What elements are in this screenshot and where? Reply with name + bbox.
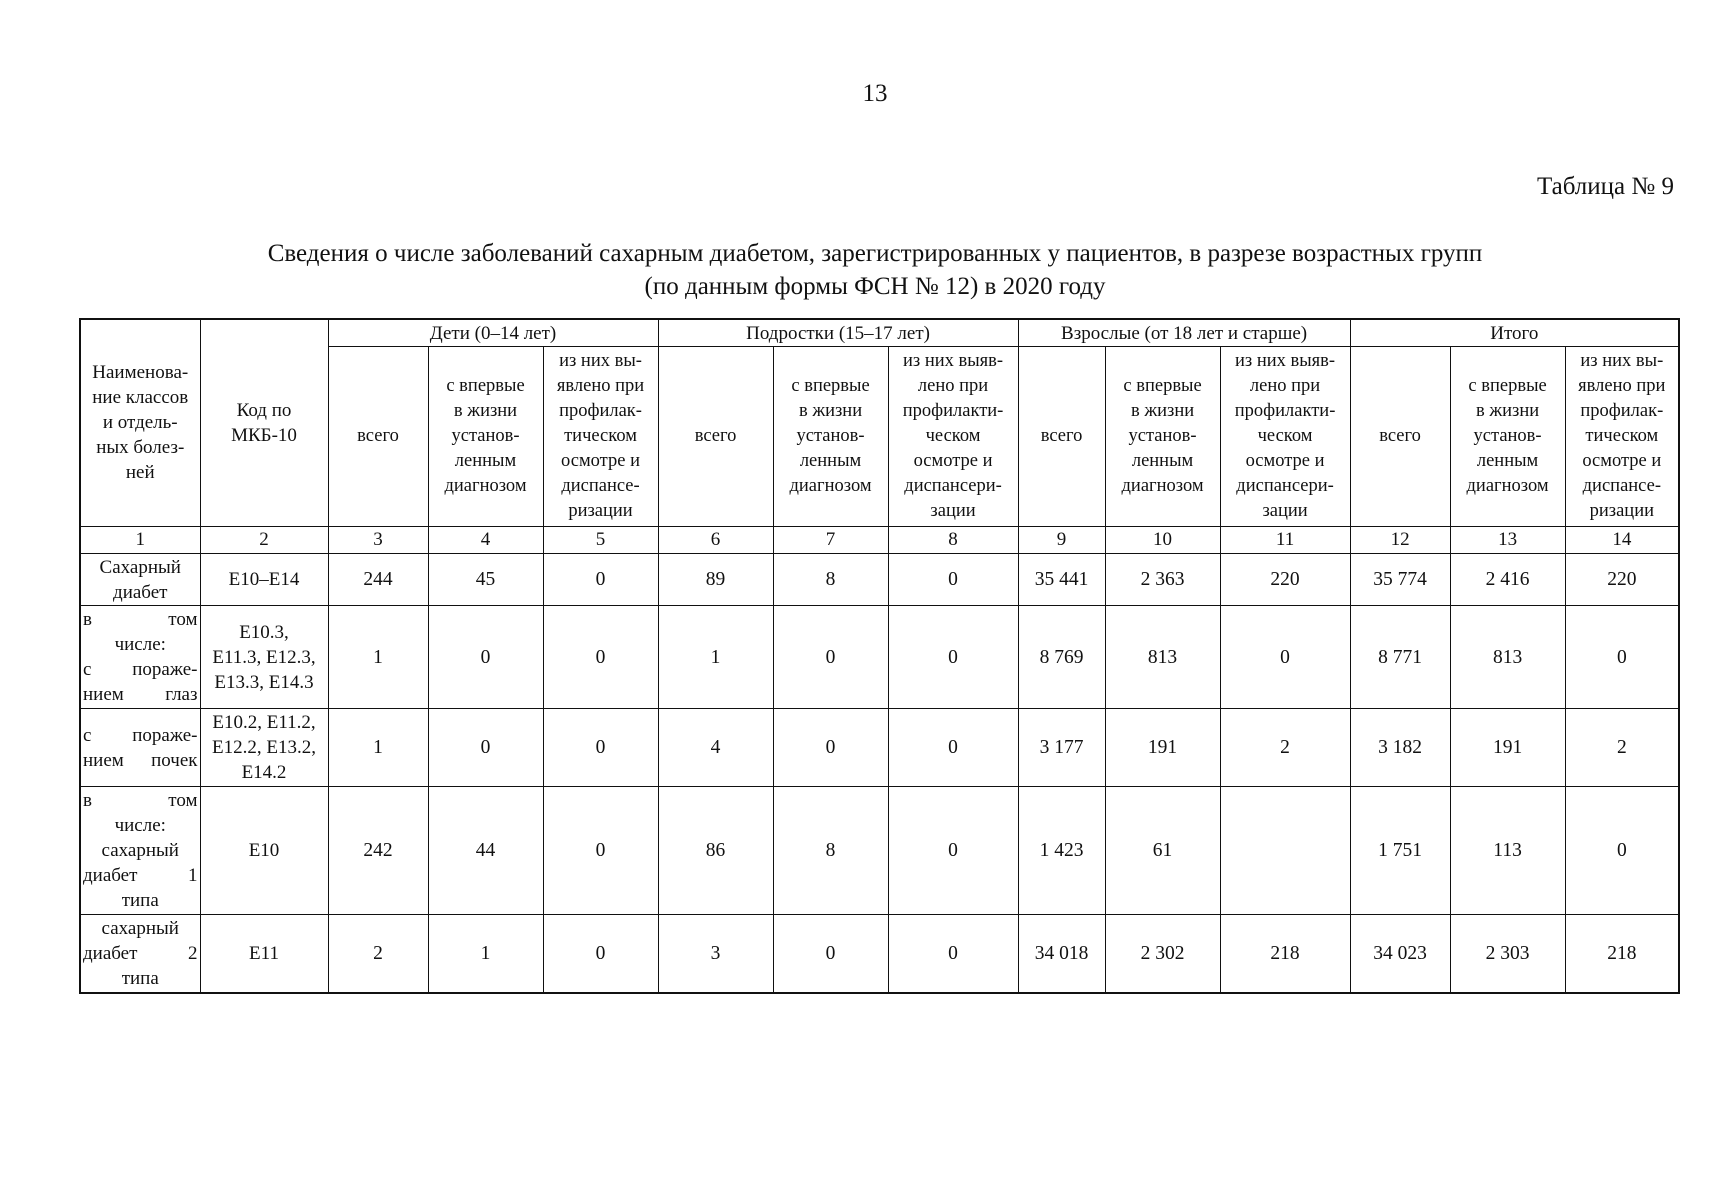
disease-name (80, 786, 200, 915)
cell-line: установ- (1473, 425, 1542, 446)
cell-line: диагнозом (1466, 475, 1549, 496)
value-cell: 813 (1105, 606, 1220, 709)
icd-code (200, 915, 328, 993)
column-number: 4 (428, 526, 543, 554)
cell-line: с впервые (791, 375, 870, 396)
value-cell: 220 (1565, 554, 1679, 606)
value-cell: 2 (1565, 709, 1679, 787)
value-cell: 1 (658, 606, 773, 709)
column-number: 5 (543, 526, 658, 554)
value-cell: 0 (543, 606, 658, 709)
value-cell: 61 (1105, 786, 1220, 915)
cell-line: E10–E14 (228, 569, 300, 591)
cell-line: E14.2 (241, 762, 287, 784)
column-number: 6 (658, 526, 773, 554)
cell-line: зации (930, 500, 976, 521)
value-cell: 191 (1450, 709, 1565, 787)
value-cell: 0 (543, 709, 658, 787)
header-found-at-checkup (1220, 347, 1350, 527)
value-cell: 0 (773, 606, 888, 709)
value-cell: 220 (1220, 554, 1350, 606)
header-found-at-checkup (1565, 347, 1679, 527)
cell-line: в том (83, 609, 198, 631)
header-group-2: Подростки (15–17 лет) (658, 319, 1018, 347)
cell-line: ных болез- (96, 437, 185, 459)
cell-line: Код по (236, 399, 292, 421)
value-cell: 0 (428, 606, 543, 709)
header-code-column (200, 319, 328, 526)
cell-line: с пораже- (83, 659, 198, 681)
value-cell: 35 441 (1018, 554, 1105, 606)
cell-line: ние классов (92, 387, 189, 409)
column-number: 10 (1105, 526, 1220, 554)
cell-line: тическом (1585, 425, 1659, 446)
cell-line: ческом (1257, 425, 1313, 446)
cell-line: E11 (249, 943, 279, 965)
value-cell: 2 363 (1105, 554, 1220, 606)
cell-line: сахарный (101, 840, 179, 862)
value-cell: 3 (658, 915, 773, 993)
value-cell: 8 (773, 786, 888, 915)
value-cell: 0 (428, 709, 543, 787)
cell-line: лено при (917, 375, 989, 396)
cell-line: диабет 2 (83, 943, 198, 965)
icd-code (200, 606, 328, 709)
value-cell: 0 (543, 554, 658, 606)
value-cell: 0 (543, 915, 658, 993)
cell-line: типа (121, 968, 159, 990)
table-title (100, 237, 1650, 303)
cell-line: в жизни (798, 400, 863, 421)
cell-line: профилак- (1580, 400, 1664, 421)
cell-line: Наименова- (92, 362, 189, 384)
value-cell: 45 (428, 554, 543, 606)
cell-line: с впервые (446, 375, 525, 396)
value-cell: 0 (888, 709, 1018, 787)
cell-line: диспансери- (904, 475, 1002, 496)
cell-line: с впервые (1123, 375, 1202, 396)
disease-name (80, 606, 200, 709)
cell-line: в жизни (1130, 400, 1195, 421)
header-first-diagnosed (1105, 347, 1220, 527)
cell-line: тическом (564, 425, 637, 446)
cell-line: из них вы- (1580, 350, 1664, 371)
header-found-at-checkup (543, 347, 658, 527)
value-cell: 2 302 (1105, 915, 1220, 993)
value-cell: 218 (1565, 915, 1679, 993)
value-cell: 3 182 (1350, 709, 1450, 787)
value-cell: 1 (428, 915, 543, 993)
disease-name (80, 709, 200, 787)
header-first-diagnosed (428, 347, 543, 527)
cell-line: профилак- (559, 400, 642, 421)
cell-line: ней (125, 462, 155, 484)
cell-line: диабет 1 (83, 865, 198, 887)
value-cell: 2 416 (1450, 554, 1565, 606)
header-first-diagnosed (1450, 347, 1565, 527)
value-cell: 8 769 (1018, 606, 1105, 709)
cell-line: из них вы- (559, 350, 642, 371)
column-number-row (80, 526, 1679, 554)
cell-line: с впервые (1468, 375, 1547, 396)
header-first-diagnosed (773, 347, 888, 527)
column-number: 1 (80, 526, 200, 554)
value-cell: 35 774 (1350, 554, 1450, 606)
table-title-line-2: (по данным формы ФСН № 12) в 2020 году (644, 273, 1106, 300)
value-cell: 8 771 (1350, 606, 1450, 709)
column-number: 8 (888, 526, 1018, 554)
value-cell: 0 (888, 554, 1018, 606)
column-number: 12 (1350, 526, 1450, 554)
cell-line: осмотре и (1245, 450, 1325, 471)
value-cell: 218 (1220, 915, 1350, 993)
value-cell: 1 751 (1350, 786, 1450, 915)
value-cell: 0 (888, 606, 1018, 709)
cell-line: E13.3, E14.3 (214, 671, 314, 693)
table-row (80, 709, 1679, 787)
value-cell: 2 303 (1450, 915, 1565, 993)
cell-line: числе: (114, 815, 166, 837)
value-cell: 113 (1450, 786, 1565, 915)
cell-line: ческом (925, 425, 981, 446)
cell-line: явлено при (556, 375, 645, 396)
value-cell: 191 (1105, 709, 1220, 787)
table-label: Таблица № 9 (1536, 173, 1674, 200)
cell-line: E10.3, (239, 621, 289, 643)
cell-line: установ- (796, 425, 865, 446)
cell-line: диагнозом (789, 475, 872, 496)
cell-line: в том (83, 790, 198, 812)
value-cell: 2 (328, 915, 428, 993)
cell-line: профилакти- (902, 400, 1004, 421)
column-number: 2 (200, 526, 328, 554)
header-name-column (80, 319, 200, 526)
cell-line: диагнозом (1121, 475, 1204, 496)
cell-line: диспансери- (1236, 475, 1334, 496)
value-cell: 0 (1565, 786, 1679, 915)
table-title-line-1: Сведения о числе заболеваний сахарным диабетом, зарегистрированных у пациентов, в разрезе возрастных групп (267, 240, 1483, 267)
cell-line: нием почек (83, 749, 198, 771)
cell-line: E12.2, E13.2, (212, 737, 316, 759)
column-number: 14 (1565, 526, 1679, 554)
column-number: 3 (328, 526, 428, 554)
cell-line: диспансе- (561, 475, 640, 496)
header-group-4: Итого (1350, 319, 1679, 347)
value-cell: 1 423 (1018, 786, 1105, 915)
header-found-at-checkup (888, 347, 1018, 527)
header-group-3: Взрослые (от 18 лет и старше) (1018, 319, 1350, 347)
value-cell: 244 (328, 554, 428, 606)
cell-line: диспансе- (1582, 475, 1661, 496)
value-cell: 1 (328, 709, 428, 787)
cell-line: МКБ-10 (231, 424, 297, 446)
cell-line: ризации (1589, 500, 1654, 521)
cell-line: нием глаз (83, 684, 198, 706)
table-row (80, 786, 1679, 915)
cell-line: типа (121, 890, 159, 912)
value-cell: 3 177 (1018, 709, 1105, 787)
cell-line: Сахарный (99, 556, 181, 578)
page-number: 13 (862, 80, 888, 107)
header-total: всего (1018, 347, 1105, 527)
value-cell: 34 018 (1018, 915, 1105, 993)
value-cell: 1 (328, 606, 428, 709)
header-total: всего (328, 347, 428, 527)
cell-line: явлено при (1578, 375, 1666, 396)
table-row (80, 915, 1679, 993)
cell-line: установ- (1128, 425, 1197, 446)
value-cell: 0 (888, 786, 1018, 915)
icd-code (200, 786, 328, 915)
cell-line: диабет (113, 581, 168, 603)
icd-code (200, 709, 328, 787)
column-number: 7 (773, 526, 888, 554)
value-cell: 0 (1565, 606, 1679, 709)
icd-code (200, 554, 328, 606)
cell-line: осмотре и (913, 450, 993, 471)
value-cell: 0 (888, 915, 1018, 993)
value-cell (1220, 786, 1350, 915)
cell-line: диагнозом (444, 475, 527, 496)
cell-line: E10 (248, 840, 280, 862)
cell-line: осмотре и (561, 450, 640, 471)
value-cell: 4 (658, 709, 773, 787)
cell-line: установ- (451, 425, 520, 446)
cell-line: сахарный (101, 918, 179, 940)
cell-line: ленным (454, 450, 517, 471)
value-cell: 0 (543, 786, 658, 915)
value-cell: 34 023 (1350, 915, 1450, 993)
cell-line: лено при (1249, 375, 1321, 396)
value-cell: 2 (1220, 709, 1350, 787)
header-group-row (80, 319, 1679, 347)
cell-line: ленным (1131, 450, 1194, 471)
cell-line: в жизни (1475, 400, 1540, 421)
column-number: 13 (1450, 526, 1565, 554)
cell-line: с пораже- (83, 724, 198, 746)
cell-line: ризации (568, 500, 633, 521)
value-cell: 44 (428, 786, 543, 915)
disease-name (80, 554, 200, 606)
value-cell: 8 (773, 554, 888, 606)
table-row (80, 606, 1679, 709)
value-cell: 813 (1450, 606, 1565, 709)
column-number: 9 (1018, 526, 1105, 554)
value-cell: 86 (658, 786, 773, 915)
cell-line: профилакти- (1234, 400, 1336, 421)
value-cell: 0 (1220, 606, 1350, 709)
cell-line: E11.3, E12.3, (212, 646, 316, 668)
cell-line: в жизни (453, 400, 518, 421)
value-cell: 0 (773, 709, 888, 787)
value-cell: 0 (773, 915, 888, 993)
cell-line: из них выяв- (1235, 350, 1336, 371)
cell-line: E10.2, E11.2, (212, 712, 316, 734)
cell-line: ленным (1476, 450, 1539, 471)
disease-name (80, 915, 200, 993)
header-total: всего (658, 347, 773, 527)
value-cell: 89 (658, 554, 773, 606)
value-cell: 242 (328, 786, 428, 915)
cell-line: и отдель- (102, 412, 178, 434)
table-row (80, 554, 1679, 606)
column-number: 11 (1220, 526, 1350, 554)
header-group-1: Дети (0–14 лет) (328, 319, 658, 347)
diabetes-statistics-table (79, 318, 1680, 994)
cell-line: из них выяв- (902, 350, 1004, 371)
cell-line: числе: (114, 634, 166, 656)
cell-line: осмотре и (1582, 450, 1662, 471)
header-total: всего (1350, 347, 1450, 527)
cell-line: зации (1262, 500, 1308, 521)
cell-line: ленным (799, 450, 862, 471)
